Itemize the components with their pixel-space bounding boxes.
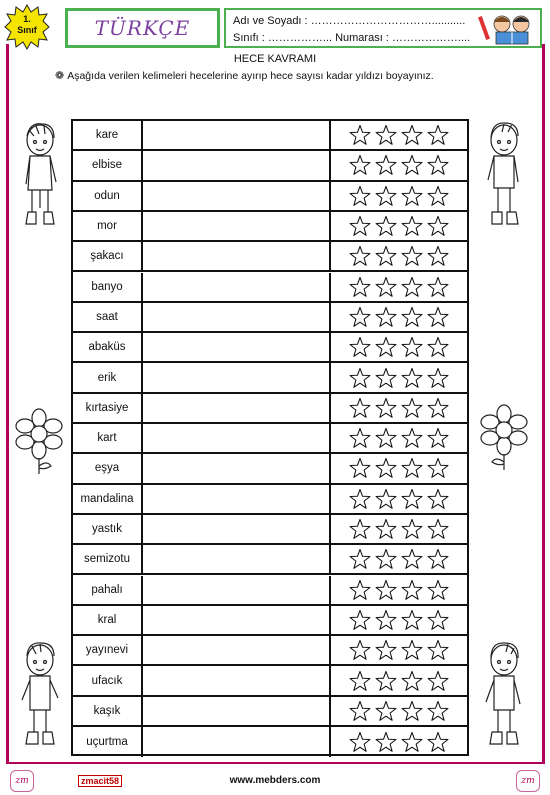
syllable-answer-cell[interactable] xyxy=(143,151,331,179)
star-icon[interactable] xyxy=(374,336,398,358)
stars-cell xyxy=(331,242,467,270)
grade-label: Sınıf xyxy=(17,25,37,35)
syllable-answer-cell[interactable] xyxy=(143,666,331,694)
star-icon[interactable] xyxy=(348,124,372,146)
star-icon[interactable] xyxy=(348,731,372,753)
stars-cell xyxy=(331,576,467,604)
stars-cell xyxy=(331,606,467,634)
syllable-table xyxy=(71,119,469,756)
star-icon[interactable] xyxy=(426,185,450,207)
stars-cell xyxy=(331,697,467,725)
word-cell: ufacık xyxy=(73,666,143,694)
star-icon[interactable] xyxy=(374,215,398,237)
star-icon[interactable] xyxy=(426,245,450,267)
syllable-answer-cell[interactable] xyxy=(143,636,331,664)
class-number-line: Sınıfı : ……………... Numarası : ……………….... xyxy=(233,32,471,44)
star-icon[interactable] xyxy=(374,700,398,722)
syllable-answer-cell[interactable] xyxy=(143,576,331,604)
star-icon[interactable] xyxy=(400,185,424,207)
word-cell: semizotu xyxy=(73,545,143,573)
syllable-answer-cell[interactable] xyxy=(143,303,331,331)
star-icon[interactable] xyxy=(400,670,424,692)
boy-illustration-icon xyxy=(478,120,530,232)
flower-bullet-icon: ❁ xyxy=(55,70,65,82)
star-icon[interactable] xyxy=(426,154,450,176)
star-icon[interactable] xyxy=(348,700,372,722)
table-row xyxy=(73,697,467,727)
table-row xyxy=(73,666,467,696)
word-cell: yayınevi xyxy=(73,636,143,664)
word-cell: yastık xyxy=(73,515,143,543)
stars-cell xyxy=(331,636,467,664)
table-row xyxy=(73,121,467,151)
star-icon[interactable] xyxy=(400,548,424,570)
syllable-answer-cell[interactable] xyxy=(143,424,331,452)
footer-website: www.mebders.com xyxy=(229,775,321,786)
footer-code: zmacit58 xyxy=(78,775,122,787)
star-icon[interactable] xyxy=(426,488,450,510)
star-icon[interactable] xyxy=(374,579,398,601)
star-icon[interactable] xyxy=(348,276,372,298)
stars-cell xyxy=(331,394,467,422)
word-cell: kral xyxy=(73,606,143,634)
table-row xyxy=(73,394,467,424)
name-line: Adı ve Soyadı : ……………………………........... xyxy=(233,15,466,27)
star-icon[interactable] xyxy=(426,367,450,389)
table-row xyxy=(73,606,467,636)
table-row xyxy=(73,333,467,363)
grade-number: 1. xyxy=(23,14,31,24)
stars-cell xyxy=(331,545,467,573)
star-icon[interactable] xyxy=(348,154,372,176)
star-icon[interactable] xyxy=(374,670,398,692)
syllable-answer-cell[interactable] xyxy=(143,485,331,513)
subject-box xyxy=(65,8,220,48)
star-icon[interactable] xyxy=(348,367,372,389)
syllable-answer-cell[interactable] xyxy=(143,515,331,543)
star-icon[interactable] xyxy=(348,336,372,358)
star-icon[interactable] xyxy=(374,488,398,510)
word-cell: elbise xyxy=(73,151,143,179)
table-row xyxy=(73,485,467,515)
word-cell: pahalı xyxy=(73,576,143,604)
word-cell: mandalina xyxy=(73,485,143,513)
left-frame-line xyxy=(6,44,9,762)
star-icon[interactable] xyxy=(426,731,450,753)
word-cell: odun xyxy=(73,182,143,210)
syllable-answer-cell[interactable] xyxy=(143,212,331,240)
boy-illustration-icon xyxy=(14,120,66,232)
star-icon[interactable] xyxy=(426,700,450,722)
star-icon[interactable] xyxy=(374,427,398,449)
stars-cell xyxy=(331,151,467,179)
word-cell: erik xyxy=(73,363,143,391)
syllable-answer-cell[interactable] xyxy=(143,182,331,210)
star-icon[interactable] xyxy=(374,397,398,419)
star-icon[interactable] xyxy=(374,518,398,540)
star-icon[interactable] xyxy=(348,548,372,570)
footer-logo-right: zm xyxy=(516,770,540,792)
word-cell: kare xyxy=(73,121,143,149)
bottom-frame-line xyxy=(6,762,545,764)
footer-logo-left: zm xyxy=(10,770,34,792)
word-cell: uçurtma xyxy=(73,727,143,757)
star-icon[interactable] xyxy=(348,609,372,631)
star-icon[interactable] xyxy=(374,306,398,328)
stars-cell xyxy=(331,485,467,513)
star-icon[interactable] xyxy=(426,579,450,601)
syllable-answer-cell[interactable] xyxy=(143,606,331,634)
star-icon[interactable] xyxy=(400,731,424,753)
star-icon[interactable] xyxy=(426,124,450,146)
table-row xyxy=(73,727,467,757)
table-row xyxy=(73,636,467,666)
star-icon[interactable] xyxy=(348,457,372,479)
table-row xyxy=(73,424,467,454)
word-cell: saat xyxy=(73,303,143,331)
kids-reading-icon xyxy=(476,12,538,46)
star-icon[interactable] xyxy=(426,639,450,661)
star-icon[interactable] xyxy=(400,700,424,722)
star-icon[interactable] xyxy=(400,427,424,449)
syllable-answer-cell[interactable] xyxy=(143,697,331,725)
star-icon[interactable] xyxy=(348,215,372,237)
star-icon[interactable] xyxy=(400,215,424,237)
stars-cell xyxy=(331,666,467,694)
syllable-answer-cell[interactable] xyxy=(143,333,331,361)
star-icon[interactable] xyxy=(374,548,398,570)
table-row xyxy=(73,576,467,606)
star-icon[interactable] xyxy=(426,518,450,540)
syllable-answer-cell[interactable] xyxy=(143,727,331,757)
star-icon[interactable] xyxy=(400,245,424,267)
right-frame-line xyxy=(542,44,545,762)
syllable-answer-cell[interactable] xyxy=(143,273,331,301)
star-icon[interactable] xyxy=(374,639,398,661)
star-icon[interactable] xyxy=(374,367,398,389)
stars-cell xyxy=(331,273,467,301)
star-icon[interactable] xyxy=(348,579,372,601)
student-info-box xyxy=(224,8,542,48)
star-icon[interactable] xyxy=(426,306,450,328)
star-icon[interactable] xyxy=(400,367,424,389)
star-icon[interactable] xyxy=(400,457,424,479)
instruction-text: Aşağıda verilen kelimeleri hecelerine ayırıp hece sayısı kadar yıldızı boyayınız. xyxy=(67,70,434,82)
star-icon[interactable] xyxy=(348,397,372,419)
table-row xyxy=(73,454,467,484)
star-icon[interactable] xyxy=(426,276,450,298)
syllable-answer-cell[interactable] xyxy=(143,121,331,149)
stars-cell xyxy=(331,212,467,240)
star-icon[interactable] xyxy=(400,488,424,510)
stars-cell xyxy=(331,363,467,391)
star-icon[interactable] xyxy=(426,427,450,449)
table-row xyxy=(73,515,467,545)
star-icon[interactable] xyxy=(426,609,450,631)
star-icon[interactable] xyxy=(348,306,372,328)
star-icon[interactable] xyxy=(400,609,424,631)
star-icon[interactable] xyxy=(374,276,398,298)
syllable-answer-cell[interactable] xyxy=(143,545,331,573)
star-icon[interactable] xyxy=(426,670,450,692)
star-icon[interactable] xyxy=(374,457,398,479)
word-cell: mor xyxy=(73,212,143,240)
table-row xyxy=(73,363,467,393)
star-icon[interactable] xyxy=(348,639,372,661)
stars-cell xyxy=(331,333,467,361)
star-icon[interactable] xyxy=(400,276,424,298)
star-icon[interactable] xyxy=(374,609,398,631)
word-cell: abaküs xyxy=(73,333,143,361)
star-icon[interactable] xyxy=(400,124,424,146)
syllable-answer-cell[interactable] xyxy=(143,242,331,270)
star-icon[interactable] xyxy=(348,670,372,692)
stars-cell xyxy=(331,727,467,757)
table-row xyxy=(73,182,467,212)
star-icon[interactable] xyxy=(374,154,398,176)
table-row xyxy=(73,151,467,181)
star-icon[interactable] xyxy=(400,518,424,540)
stars-cell xyxy=(331,515,467,543)
stars-cell xyxy=(331,303,467,331)
syllable-answer-cell[interactable] xyxy=(143,454,331,482)
star-icon[interactable] xyxy=(348,518,372,540)
word-cell: şakacı xyxy=(73,242,143,270)
word-cell: kırtasiye xyxy=(73,394,143,422)
stars-cell xyxy=(331,454,467,482)
star-icon[interactable] xyxy=(374,245,398,267)
word-cell: eşya xyxy=(73,454,143,482)
word-cell: kart xyxy=(73,424,143,452)
star-icon[interactable] xyxy=(348,427,372,449)
star-icon[interactable] xyxy=(374,731,398,753)
table-row xyxy=(73,242,467,272)
star-icon[interactable] xyxy=(348,245,372,267)
grade-badge xyxy=(4,4,50,50)
table-row xyxy=(73,212,467,242)
instruction xyxy=(55,69,434,82)
stars-cell xyxy=(331,121,467,149)
star-icon[interactable] xyxy=(400,579,424,601)
flower-illustration-icon xyxy=(478,404,530,470)
star-icon[interactable] xyxy=(400,639,424,661)
word-cell: kaşık xyxy=(73,697,143,725)
star-icon[interactable] xyxy=(374,124,398,146)
page-title: HECE KAVRAMI xyxy=(233,53,317,65)
star-icon[interactable] xyxy=(426,457,450,479)
star-icon[interactable] xyxy=(426,397,450,419)
table-row xyxy=(73,303,467,333)
star-icon[interactable] xyxy=(426,336,450,358)
boy-illustration-icon xyxy=(14,640,66,752)
star-icon[interactable] xyxy=(348,185,372,207)
flower-illustration-icon xyxy=(13,408,65,474)
stars-cell xyxy=(331,182,467,210)
table-row xyxy=(73,273,467,303)
subject-title: TÜRKÇE xyxy=(94,16,191,40)
word-cell: banyo xyxy=(73,273,143,301)
star-icon[interactable] xyxy=(400,397,424,419)
star-icon[interactable] xyxy=(426,215,450,237)
star-icon[interactable] xyxy=(426,548,450,570)
boy-illustration-icon xyxy=(478,640,530,752)
syllable-answer-cell[interactable] xyxy=(143,363,331,391)
star-icon[interactable] xyxy=(400,336,424,358)
star-icon[interactable] xyxy=(400,306,424,328)
star-icon[interactable] xyxy=(400,154,424,176)
star-icon[interactable] xyxy=(374,185,398,207)
table-row xyxy=(73,545,467,575)
syllable-answer-cell[interactable] xyxy=(143,394,331,422)
star-icon[interactable] xyxy=(348,488,372,510)
stars-cell xyxy=(331,424,467,452)
